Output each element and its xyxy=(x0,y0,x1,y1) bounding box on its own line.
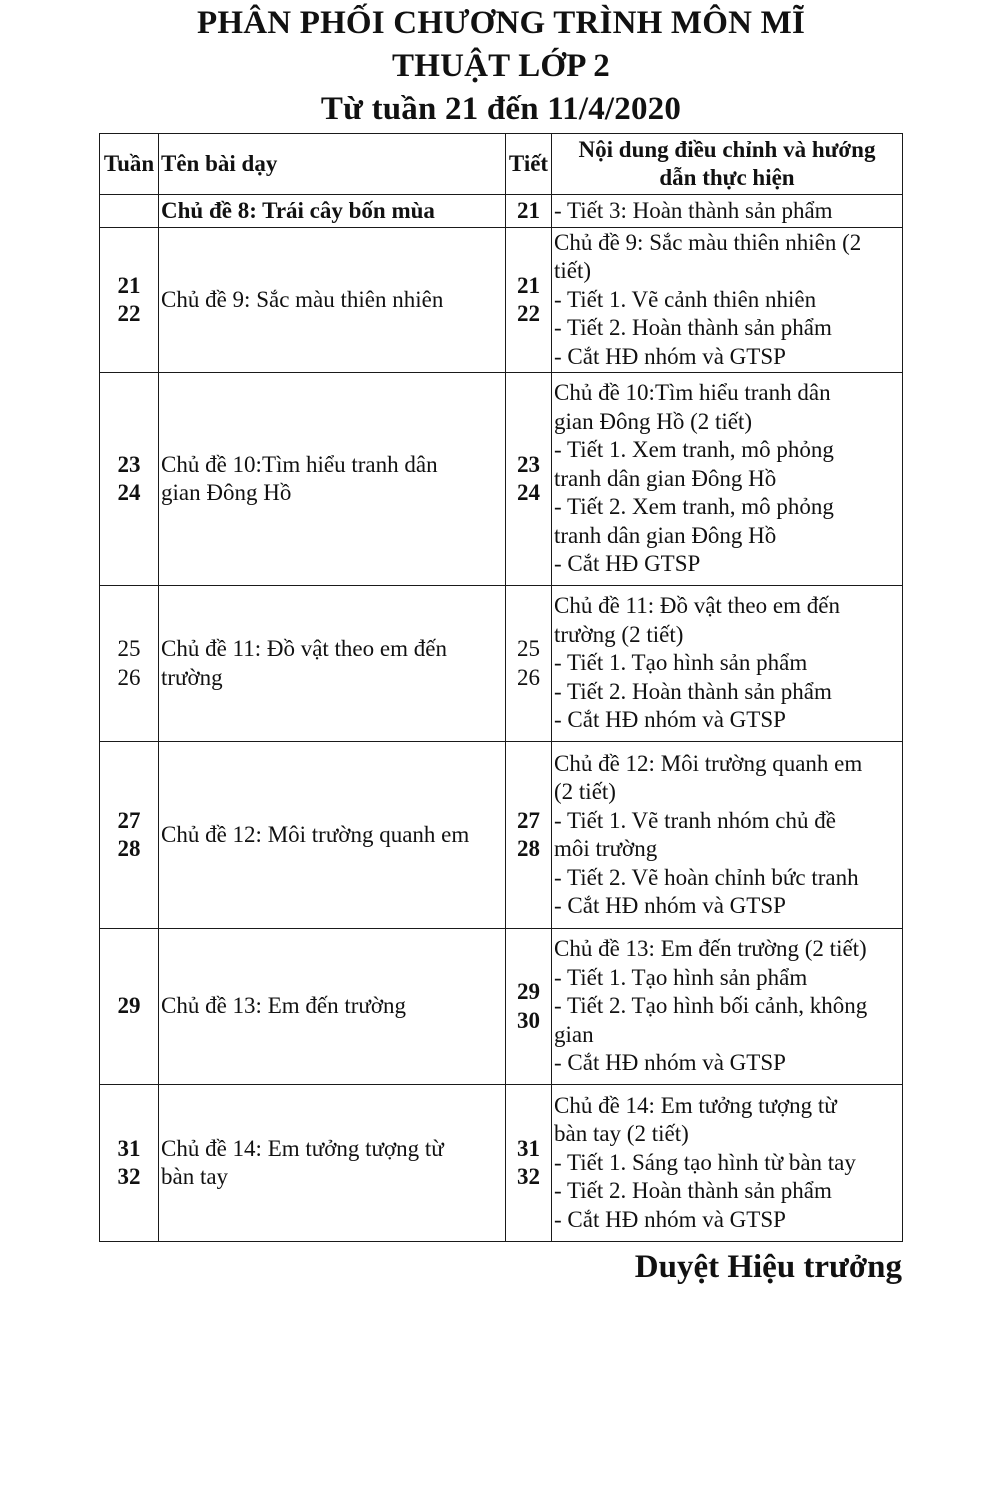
document-title-line-1: PHÂN PHỐI CHƯƠNG TRÌNH MÔN MĨ xyxy=(196,5,806,41)
content-line: - Tiết 2. Xem tranh, mô phỏng xyxy=(554,494,834,520)
period-cell xyxy=(506,373,552,586)
period-number: 30 xyxy=(517,1007,540,1033)
content-line: Chủ đề 12: Môi trường quanh em xyxy=(554,750,863,776)
week-number: 26 xyxy=(117,664,141,690)
week-cell xyxy=(100,373,159,586)
lesson-name-line: Chủ đề 14: Em tưởng tượng từ xyxy=(161,1135,444,1161)
content-line: - Tiết 2. Hoàn thành sản phẩm xyxy=(554,1178,832,1204)
content-cell xyxy=(552,586,903,742)
table-row xyxy=(100,742,903,929)
lesson-name-cell xyxy=(159,1085,506,1242)
content-line: - Tiết 2. Tạo hình bối cảnh, không xyxy=(554,993,868,1019)
content-line: trường (2 tiết) xyxy=(554,621,684,647)
lesson-name-line: Chủ đề 11: Đồ vật theo em đến xyxy=(161,636,447,661)
content-cell xyxy=(552,1085,903,1242)
content-line: - Tiết 1. Tạo hình sản phẩm xyxy=(554,650,808,676)
content-line: Chủ đề 11: Đồ vật theo em đến xyxy=(554,593,840,619)
content-line: - Tiết 1. Vẽ tranh nhóm chủ đề xyxy=(554,807,836,833)
period-cell: 21 xyxy=(506,195,552,228)
content-line: (2 tiết) xyxy=(554,779,616,804)
period-number: 28 xyxy=(517,836,540,861)
week-cell xyxy=(100,1085,159,1242)
lesson-name-cell xyxy=(159,373,506,586)
content-line: - Cắt HĐ nhóm và GTSP xyxy=(554,893,786,918)
lesson-name-line: gian Đông Hồ xyxy=(161,480,292,505)
content-cell xyxy=(552,742,903,929)
lesson-name-cell: Chủ đề 9: Sắc màu thiên nhiên xyxy=(159,228,506,373)
content-line: tiết) xyxy=(554,258,592,284)
week-number: 25 xyxy=(117,636,141,661)
week-cell xyxy=(100,742,159,929)
content-line: - Cắt HĐ nhóm và GTSP xyxy=(554,1206,786,1232)
curriculum-table xyxy=(99,133,903,1242)
lesson-name-cell: Chủ đề 13: Em đến trường xyxy=(159,929,506,1085)
week-number: 23 xyxy=(117,451,141,477)
period-number: 27 xyxy=(517,807,540,833)
week-number: 24 xyxy=(117,480,141,505)
header-content-line: Nội dung điều chỉnh và hướng xyxy=(578,137,876,162)
lesson-name-line: bàn tay xyxy=(161,1164,229,1189)
content-line: tranh dân gian Đông Hồ xyxy=(554,465,777,491)
period-cell xyxy=(506,586,552,742)
content-line: - Tiết 2. Vẽ hoàn chỉnh bức tranh xyxy=(554,864,859,890)
week-number: 28 xyxy=(117,836,141,861)
principal-approval-label: Duyệt Hiệu trưởng xyxy=(634,1249,902,1285)
content-line: - Cắt HĐ nhóm và GTSP xyxy=(554,707,786,733)
header-adjustment-content xyxy=(552,134,903,195)
content-line: - Tiết 1. Tạo hình sản phẩm xyxy=(554,964,808,990)
period-cell xyxy=(506,1085,552,1242)
content-cell xyxy=(552,373,903,586)
table-row xyxy=(100,1085,903,1242)
table-row xyxy=(100,929,903,1085)
period-number: 22 xyxy=(517,301,540,326)
header-period: Tiết xyxy=(506,134,552,195)
table-row xyxy=(100,586,903,742)
content-line: môi trường xyxy=(554,836,658,861)
content-line: - Tiết 1. Vẽ cảnh thiên nhiên xyxy=(554,286,817,312)
content-line: - Cắt HĐ GTSP xyxy=(554,551,701,577)
period-number: 23 xyxy=(517,451,540,477)
table-row xyxy=(100,195,903,228)
week-cell xyxy=(100,586,159,742)
lesson-name-cell: Chủ đề 12: Môi trường quanh em xyxy=(159,742,506,929)
week-cell xyxy=(100,929,159,1085)
content-line: - Cắt HĐ nhóm và GTSP xyxy=(554,1050,786,1076)
content-cell xyxy=(552,228,903,373)
content-line: - Cắt HĐ nhóm và GTSP xyxy=(554,343,786,369)
content-line: gian Đông Hồ (2 tiết) xyxy=(554,408,753,434)
document-title-line-2: THUẬT LỚP 2 xyxy=(392,48,610,84)
content-line: Chủ đề 13: Em đến trường (2 tiết) xyxy=(554,936,867,962)
content-cell xyxy=(552,929,903,1085)
period-number: 24 xyxy=(517,480,540,505)
content-line: gian xyxy=(554,1021,594,1047)
content-line: - Tiết 1. Sáng tạo hình từ bàn tay xyxy=(554,1149,856,1175)
content-line: - Tiết 2. Hoàn thành sản phẩm xyxy=(554,678,832,704)
lesson-name-cell xyxy=(159,586,506,742)
lesson-name-line: trường xyxy=(161,664,223,690)
table-header-row xyxy=(100,134,903,195)
week-number: 32 xyxy=(117,1164,141,1189)
week-number: 22 xyxy=(117,301,141,326)
document-date-range: Từ tuần 21 đến 11/4/2020 xyxy=(320,91,682,127)
week-cell xyxy=(100,195,159,228)
period-number: 21 xyxy=(517,272,540,298)
table-row xyxy=(100,228,903,373)
lesson-name-cell: Chủ đề 8: Trái cây bốn mùa xyxy=(159,195,506,228)
header-lesson-name: Tên bài dạy xyxy=(159,134,506,195)
header-week: Tuần xyxy=(100,134,159,195)
content-line: bàn tay (2 tiết) xyxy=(554,1121,689,1147)
table-row xyxy=(100,373,903,586)
week-cell xyxy=(100,228,159,373)
week-number: 29 xyxy=(117,993,141,1019)
content-line: Chủ đề 10:Tìm hiểu tranh dân xyxy=(554,380,831,406)
week-number: 21 xyxy=(117,272,141,298)
period-number: 31 xyxy=(517,1135,540,1161)
lesson-name-line: Chủ đề 10:Tìm hiểu tranh dân xyxy=(161,451,438,477)
content-line: tranh dân gian Đông Hồ xyxy=(554,522,777,548)
content-line: Chủ đề 9: Sắc màu thiên nhiên (2 xyxy=(554,229,862,255)
week-number: 27 xyxy=(117,807,141,833)
period-number: 32 xyxy=(517,1164,540,1189)
header-content-line: dẫn thực hiện xyxy=(659,165,795,190)
period-cell xyxy=(506,228,552,373)
period-cell xyxy=(506,742,552,929)
content-cell: - Tiết 3: Hoàn thành sản phẩm xyxy=(552,195,903,228)
period-number: 25 xyxy=(517,636,540,661)
period-number: 29 xyxy=(517,979,540,1004)
content-line: Chủ đề 14: Em tưởng tượng từ xyxy=(554,1092,837,1118)
content-line: - Tiết 2. Hoàn thành sản phẩm xyxy=(554,315,832,341)
period-cell xyxy=(506,929,552,1085)
week-number: 31 xyxy=(117,1135,141,1161)
content-line: - Tiết 1. Xem tranh, mô phỏng xyxy=(554,437,834,463)
period-number: 26 xyxy=(517,664,540,690)
